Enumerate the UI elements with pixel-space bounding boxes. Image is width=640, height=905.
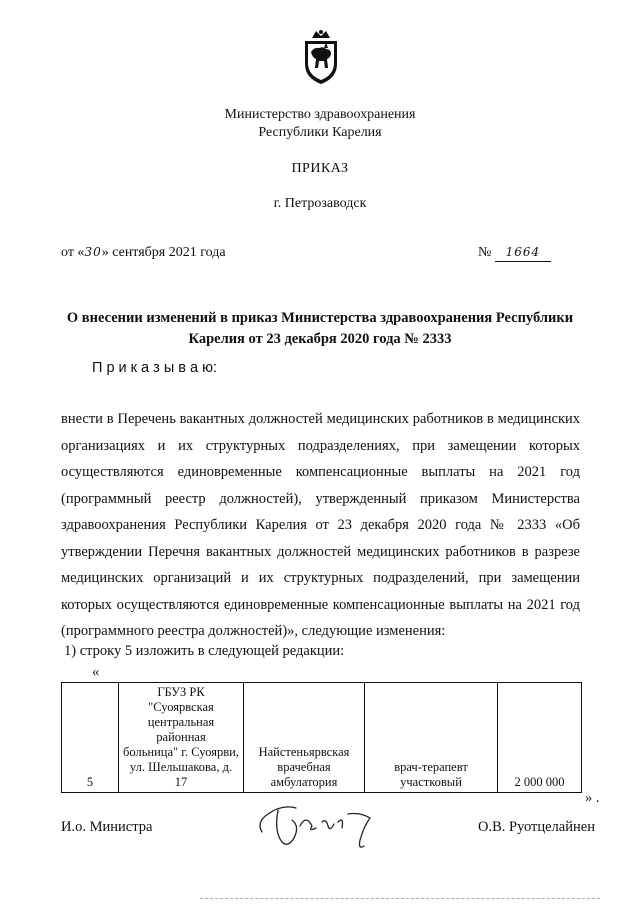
ministry-name-line1: Министерство здравоохранения [224,107,416,122]
order-title: О внесении изменений в приказ Министерства здравоохранения Республики Карелия от 23 декабря 2020 года № 2333 [66,310,574,347]
cell-position: врач-терапевт участковый [365,683,498,793]
body-line: (программный реестр должностей), утвержденный приказом Министерства [61,490,580,507]
bottom-scan-line [200,898,600,899]
body-line: медицинских организаций и их структурных подразделений, при замещении [61,570,580,586]
body-line: (программного реестра должностей)», следующие изменения: [61,623,446,639]
handwritten-signature [248,792,398,856]
open-quote: « [92,664,100,680]
table-row [62,683,582,793]
body-line: внести в Перечень вакантных должностей медицинских работников в медицинских [61,411,580,427]
city: г. Петрозаводск [273,196,367,211]
handwritten-number: 1664 [495,244,551,262]
handwritten-day: 30 [84,245,102,259]
body-line: осуществляются единовременные компенсационные выплаты на 2021 год [61,464,580,480]
body-line: которых осуществляются единовременные компенсационные выплаты на 2021 год [61,596,580,613]
coat-of-arms-emblem [300,28,342,86]
document-type: ПРИКАЗ [291,161,349,176]
item-1: 1) строку 5 изложить в следующей редакции: [64,643,345,659]
close-quote: » . [585,790,600,806]
body-line: организациях и их структурных подразделениях, при замещении которых [61,437,580,454]
order-date: от «30» сентября 2021 года [61,245,226,260]
cell-amount: 2 000 000 [498,683,582,793]
order-body [61,406,580,645]
cell-organization: ГБУЗ РК "Суоярвская центральная районная больница" г. Суоярви, ул. Шельшакова, д. 17 [119,683,244,793]
ministry-name-line2: Республики Карелия [258,125,382,140]
body-line: утверждении Перечня вакантных должностей медицинских работников в разрезе [61,543,580,560]
cell-row-number: 5 [62,683,119,793]
cell-subdivision: Найстеньярвская врачебная амбулатория [244,683,365,793]
order-number: № 1664 [478,244,551,262]
signatory-title: И.о. Министра [61,819,153,835]
body-line: здравоохранения Республики Карелия от 23 декабря 2020 года № 2333 «Об [61,517,580,533]
signatory-name: О.В. Руотцелайнен [478,819,595,835]
order-word: П р и к а з ы в а ю: [92,360,217,376]
replacement-row-table [61,682,582,793]
